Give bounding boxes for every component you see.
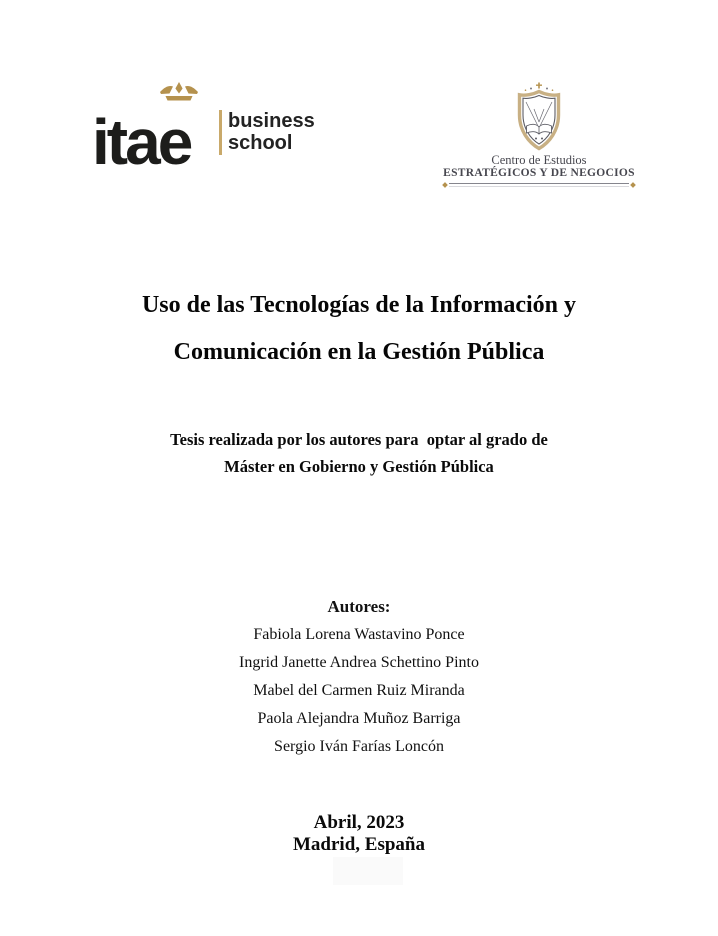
document-subtitle [0,426,718,480]
title-line1: Uso de las Tecnologías de la Información y [141,292,577,318]
author-name: Ingrid Janette Andrea Schettino Pinto [239,654,479,671]
crown-icon [159,81,199,101]
ceen-name-line2: ESTRATÉGICOS Y DE NEGOCIOS [443,167,635,179]
date-location-section [0,812,718,856]
date-text: Abril, 2023 [313,812,405,833]
itae-wordmark: itae [92,106,191,178]
faint-highlight-artifact [333,857,403,885]
title-line2: Comunicación en la Gestión Pública [173,339,545,365]
itae-divider-bar [219,110,222,155]
author-name: Fabiola Lorena Wastavino Ponce [253,626,465,643]
itae-tagline-line1: business [228,110,315,132]
authors-section [0,593,718,761]
subtitle-line1: Tesis realizada por los autores para optar al grado de [170,430,548,449]
diamond-icon [442,182,448,188]
author-name: Mabel del Carmen Ruiz Miranda [253,682,465,699]
itae-tagline [228,111,315,154]
ceen-divider-rule [441,183,637,187]
subtitle-line2: Máster en Gobierno y Gestión Pública [224,457,494,476]
itae-tagline-line2: school [228,131,293,154]
author-name: Sergio Iván Farías Loncón [274,738,444,755]
shield-crest-icon [512,82,566,152]
itae-logo [92,80,330,178]
diamond-icon [630,182,636,188]
document-title [0,282,718,376]
ceen-name-line1: Centro de Estudios [491,153,587,167]
author-name: Paola Alejandra Muñoz Barriga [257,710,461,727]
authors-heading: Autores: [327,597,391,616]
location-text: Madrid, España [293,834,425,855]
divider-line [449,183,629,187]
ceen-logo [441,82,637,187]
